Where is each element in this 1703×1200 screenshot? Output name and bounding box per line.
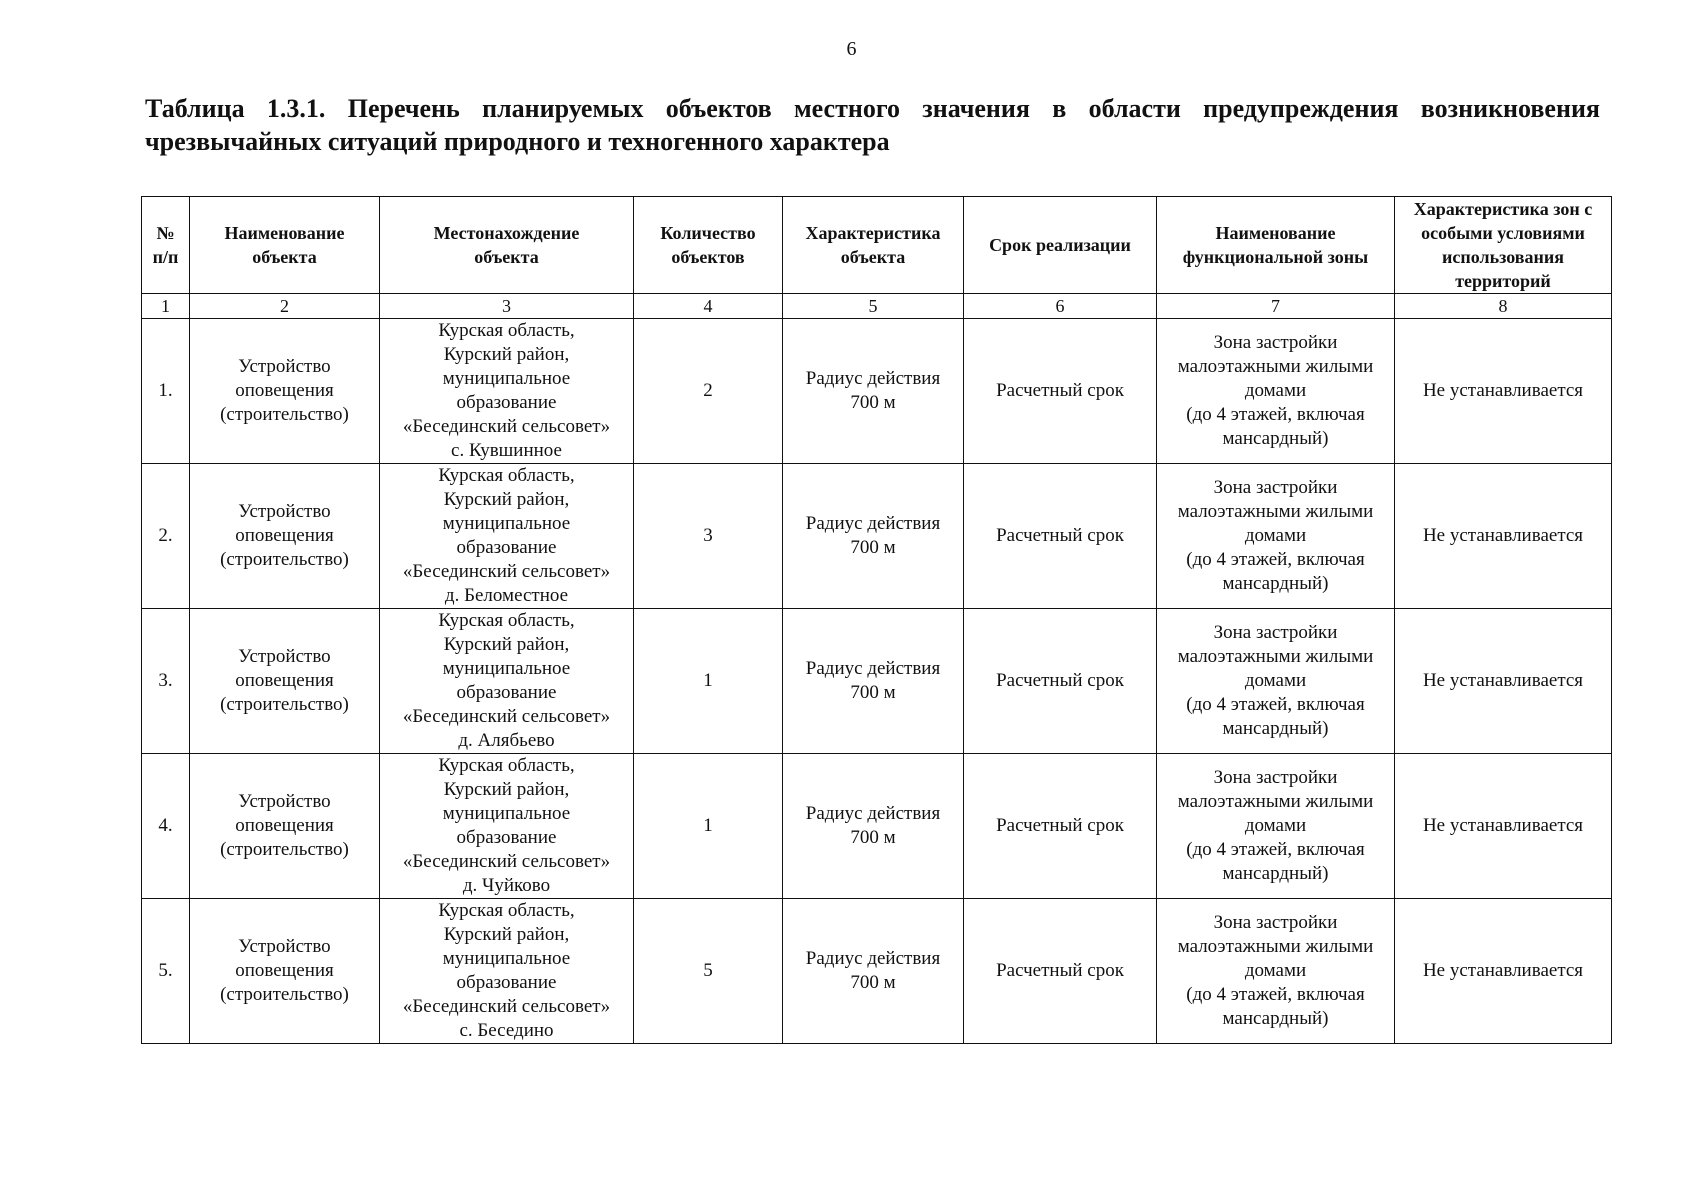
header-cell-characteristic: Характеристика объекта [783,197,964,294]
header-cell-term: Срок реализации [964,197,1157,294]
functional-zone: Зона застройки малоэтажными жилыми домами (до 4 этажей, включая мансардный) [1157,464,1395,609]
column-number: 6 [964,294,1157,319]
object-count: 1 [634,754,783,899]
column-number: 5 [783,294,964,319]
object-location: Курская область, Курский район, муниципальное образование «Бесединский сельсовет» д. Алябьево [380,609,634,754]
object-count: 5 [634,899,783,1044]
object-name: Устройство оповещения (строительство) [190,464,380,609]
object-location: Курская область, Курский район, муниципальное образование «Бесединский сельсовет» д. Чуйково [380,754,634,899]
header-cell-location: Местонахождение объекта [380,197,634,294]
header-cell-object-name: Наименование объекта [190,197,380,294]
column-number: 1 [142,294,190,319]
object-characteristic: Радиус действия 700 м [783,899,964,1044]
object-characteristic: Радиус действия 700 м [783,464,964,609]
object-location: Курская область, Курский район, муниципальное образование «Бесединский сельсовет» д. Беломестное [380,464,634,609]
special-conditions: Не устанавливается [1395,609,1612,754]
object-characteristic: Радиус действия 700 м [783,609,964,754]
object-name: Устройство оповещения (строительство) [190,319,380,464]
object-name: Устройство оповещения (строительство) [190,754,380,899]
functional-zone: Зона застройки малоэтажными жилыми домами (до 4 этажей, включая мансардный) [1157,609,1395,754]
header-cell-number: № п/п [142,197,190,294]
object-name: Устройство оповещения (строительство) [190,609,380,754]
row-number: 5. [142,899,190,1044]
page-number: 6 [846,38,857,60]
column-number: 8 [1395,294,1612,319]
implementation-term: Расчетный срок [964,754,1157,899]
column-number: 7 [1157,294,1395,319]
row-number: 4. [142,754,190,899]
row-number: 2. [142,464,190,609]
column-number-row [142,294,1612,319]
special-conditions: Не устанавливается [1395,899,1612,1044]
special-conditions: Не устанавливается [1395,754,1612,899]
object-count: 3 [634,464,783,609]
table-row [142,609,1612,754]
object-characteristic: Радиус действия 700 м [783,754,964,899]
special-conditions: Не устанавливается [1395,319,1612,464]
implementation-term: Расчетный срок [964,319,1157,464]
column-number: 2 [190,294,380,319]
implementation-term: Расчетный срок [964,899,1157,1044]
header-row [142,197,1612,294]
table-row [142,319,1612,464]
table-row [142,754,1612,899]
table-caption: Таблица 1.3.1. Перечень планируемых объектов местного значения в области предупреждения возникновения чрезвычайных ситуаций природного и техногенного характера [145,94,1600,156]
object-location: Курская область, Курский район, муниципальное образование «Бесединский сельсовет» с. Кувшинное [380,319,634,464]
special-conditions: Не устанавливается [1395,464,1612,609]
functional-zone: Зона застройки малоэтажными жилыми домами (до 4 этажей, включая мансардный) [1157,319,1395,464]
object-count: 2 [634,319,783,464]
column-number: 4 [634,294,783,319]
row-number: 3. [142,609,190,754]
column-number: 3 [380,294,634,319]
functional-zone: Зона застройки малоэтажными жилыми домами (до 4 этажей, включая мансардный) [1157,754,1395,899]
object-location: Курская область, Курский район, муниципальное образование «Бесединский сельсовет» с. Беседино [380,899,634,1044]
object-characteristic: Радиус действия 700 м [783,319,964,464]
table-row [142,464,1612,609]
implementation-term: Расчетный срок [964,464,1157,609]
header-cell-count: Количество объектов [634,197,783,294]
object-count: 1 [634,609,783,754]
header-cell-special-zones: Характеристика зон с особыми условиями использования территорий [1395,197,1612,294]
functional-zone: Зона застройки малоэтажными жилыми домами (до 4 этажей, включая мансардный) [1157,899,1395,1044]
table-row [142,899,1612,1044]
objects-table [141,196,1612,1044]
row-number: 1. [142,319,190,464]
object-name: Устройство оповещения (строительство) [190,899,380,1044]
implementation-term: Расчетный срок [964,609,1157,754]
header-cell-functional-zone: Наименование функциональной зоны [1157,197,1395,294]
